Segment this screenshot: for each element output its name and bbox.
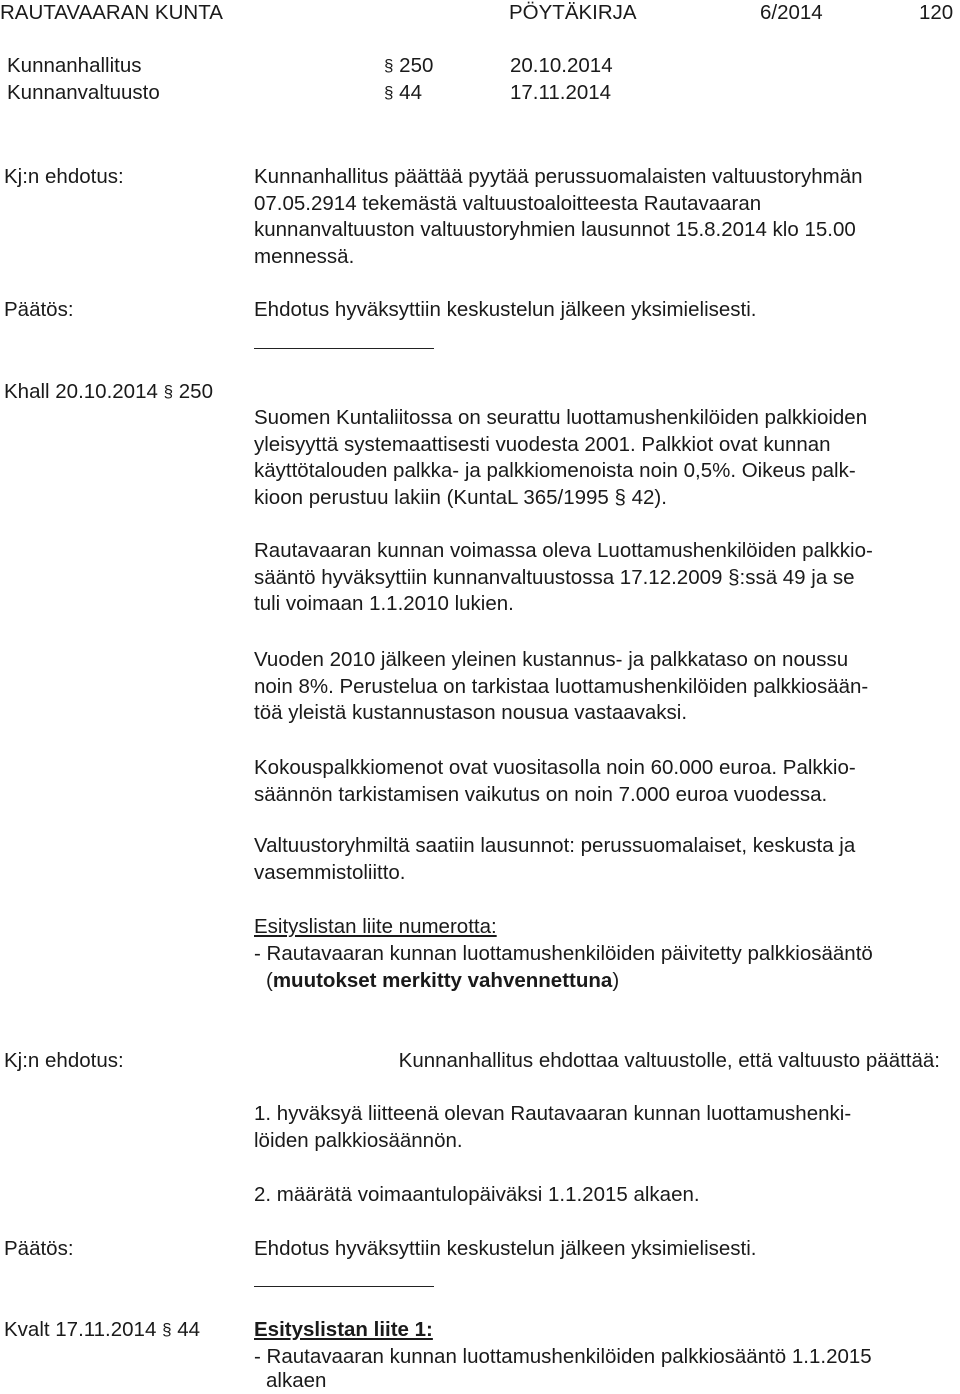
reference-section: § 250 (384, 54, 434, 77)
proposal-label: Kj:n ehdotus: (4, 1049, 124, 1072)
proposal-item: 1. hyväksyä liitteenä olevan Rautavaaran kunnan luottamushenki- löiden palkkiosäännön. (254, 1102, 852, 1152)
section-sign: § (162, 1320, 172, 1339)
separator-line (254, 348, 434, 349)
body-paragraph: Rautavaaran kunnan voimassa oleva Luottamushenkilöiden palkkio- sääntö hyväksyttiin kunnanvaltuustossa 17.12.2009 §:ssä 49 ja se tuli voimaan 1.1.2010 lukien. (254, 539, 873, 615)
reference-body: Kunnanhallitus (7, 54, 142, 77)
separator-line (254, 1286, 434, 1287)
body-paragraph: Kokouspalkkiomenot ovat vuositasolla noin 60.000 euroa. Palkkio- säännön tarkistamisen vaikutus on noin 7.000 euroa vuodessa. (254, 756, 856, 806)
section-sign: § (384, 56, 394, 75)
proposal-text: Kunnanhallitus päättää pyytää perussuomalaisten valtuustoryhmän 07.05.2914 tekemästä valtuustoaloitteesta Rautavaaran kunnanvaltuuston valtuustoryhmien lausunnot 15.8.2014 klo 15.00 mennessä. (254, 165, 863, 268)
document-type: PÖYTÄKIRJA (509, 1, 637, 24)
attachment-heading: Esityslistan liite numerotta: (254, 915, 497, 938)
kvalt-item: alkaen (266, 1369, 327, 1392)
proposal-text: Kunnanhallitus ehdottaa valtuustolle, että valtuusto päättää: (398, 1049, 940, 1072)
section-sign: § (163, 382, 174, 401)
section-sign: § (384, 83, 394, 102)
decision-label: Päätös: (4, 1237, 74, 1260)
reference-date: 17.11.2014 (510, 81, 612, 104)
decision-text: Ehdotus hyväksyttiin keskustelun jälkeen yksimielisesti. (254, 298, 757, 321)
decision-text: Ehdotus hyväksyttiin keskustelun jälkeen yksimielisesti. (254, 1237, 757, 1260)
proposal-label: Kj:n ehdotus: (4, 165, 124, 188)
body-paragraph: Vuoden 2010 jälkeen yleinen kustannus- ja palkkataso on noussu noin 8%. Perustelua on tarkistaa luottamushenkilöiden palkkiosään- töä yleistä kustannustason nousua vastaavaksi. (254, 648, 869, 724)
municipality-name: RAUTAVAARAN KUNTA (0, 1, 223, 24)
proposal-item: 2. määrätä voimaantulopäiväksi 1.1.2015 alkaen. (254, 1183, 700, 1206)
reference-date: 20.10.2014 (510, 54, 613, 77)
issue-number: 6/2014 (760, 1, 823, 24)
kvalt-item: - Rautavaaran kunnan luottamushenkilöiden palkkiosääntö 1.1.2015 (254, 1345, 872, 1368)
attachment-item: - Rautavaaran kunnan luottamushenkilöiden päivitetty palkkiosääntö (254, 942, 873, 965)
body-paragraph: Suomen Kuntaliitossa on seurattu luottamushenkilöiden palkkioiden yleisyyttä systemaattisesti vuodesta 2001. Palkkiot ovat kunnan käyttötalouden palkka- ja palkkiomenoista noin 0,5%. Oikeus palk- kioon perustuu lakiin (KuntaL 365/1995 § 42). (254, 406, 868, 509)
decision-label: Päätös: (4, 298, 74, 321)
kvalt-heading: Esityslistan liite 1: (254, 1318, 433, 1341)
reference-body: Kunnanvaltuusto (7, 81, 160, 104)
body-paragraph: Valtuustoryhmiltä saatiin lausunnot: perussuomalaiset, keskusta ja vasemmistoliitto. (254, 834, 856, 884)
reference-section: § 44 (384, 81, 422, 104)
attachment-note: (muutokset merkitty vahvennettuna) (266, 969, 620, 992)
khall-reference: Khall 20.10.2014 § 250 (4, 380, 213, 403)
kvalt-reference: Kvalt 17.11.2014 § 44 (4, 1318, 201, 1341)
page-number: 120 (919, 1, 954, 24)
